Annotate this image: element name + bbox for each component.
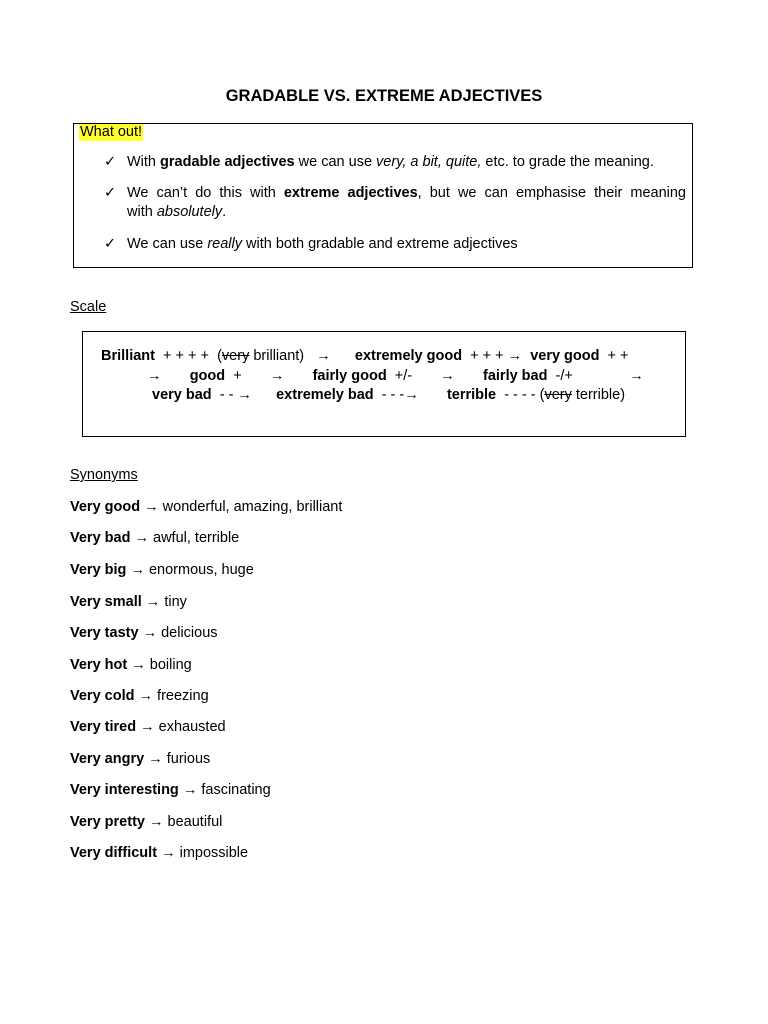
list-item: Very hot → boiling <box>70 657 192 673</box>
list-item: Very good → wonderful, amazing, brilliant <box>70 499 343 515</box>
list-item: Very interesting → fascinating <box>70 782 271 798</box>
list-item: Very cold → freezing <box>70 688 209 704</box>
list-item: Very angry → furious <box>70 751 211 767</box>
note-box <box>73 123 693 268</box>
list-item: Very pretty → beautiful <box>70 814 223 830</box>
list-item: Very tired → exhausted <box>70 719 226 735</box>
note-label: What out! <box>80 124 143 140</box>
list-item: Very tasty → delicious <box>70 625 218 641</box>
checkmark-icon: ✓ <box>104 154 117 170</box>
checkmark-icon: ✓ <box>104 185 117 201</box>
list-item: Very difficult → impossible <box>70 845 249 861</box>
scale-line-1: Brilliant + + + + (very brilliant) → extremely good + + + → very good + + <box>101 348 629 364</box>
note-item: ✓ With gradable adjectives we can use very, a bit, quite, etc. to grade the meaning. <box>104 154 654 170</box>
note-item: ✓ We can use really with both gradable and extreme adjectives <box>104 236 518 252</box>
synonyms-heading: Synonyms <box>70 467 138 483</box>
page-title: GRADABLE VS. EXTREME ADJECTIVES <box>225 87 543 105</box>
scale-box <box>82 331 686 437</box>
list-item: Very bad → awful, terrible <box>70 530 240 546</box>
scale-heading: Scale <box>70 299 107 315</box>
scale-line-2: → good + → fairly good +/- → fairly bad -/+ → <box>147 368 644 384</box>
checkmark-icon: ✓ <box>104 236 117 252</box>
note-item: ✓ We can’t do this with extreme adjectives, but we can emphasise their meaning with absolutely. <box>104 185 686 220</box>
list-item: Very big → enormous, huge <box>70 562 254 578</box>
list-item: Very small → tiny <box>70 594 187 610</box>
scale-line-3: very bad - - → extremely bad - - -→ terrible - - - - (very terrible) <box>152 387 626 403</box>
